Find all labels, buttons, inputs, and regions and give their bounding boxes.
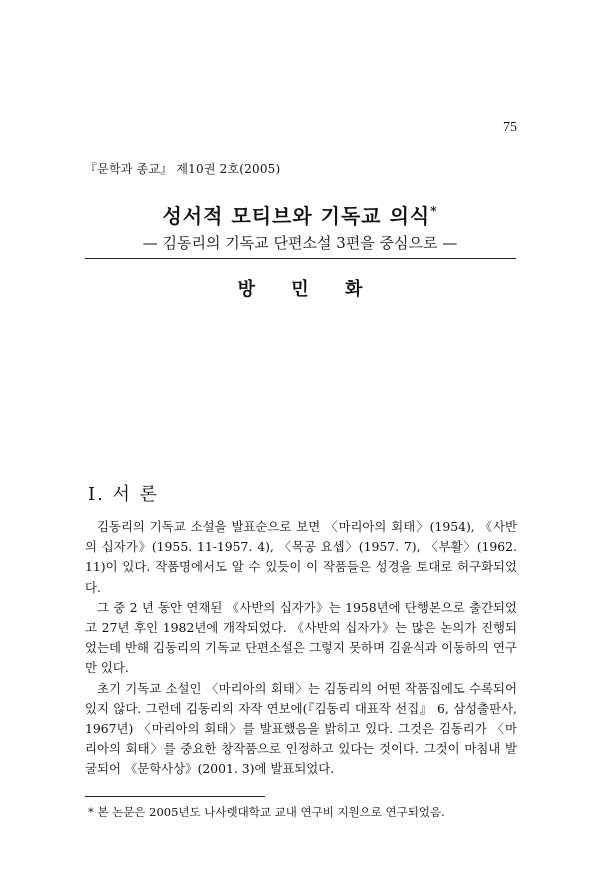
body-text xyxy=(85,517,517,780)
footnote-divider xyxy=(85,796,265,797)
paragraph-1: 김동리의 기독교 소설을 발표순으로 보면 〈마리아의 회태〉(1954), 《사반의 십자가》(1955. 11-1957. 4), 〈목공 요셉〉(1957. 7), 〈부활〉(1962. 11)이 있다. 작품명에서도 알 수 있듯이 이 작품들은 성경을 토대로 허구화되었다. xyxy=(85,519,517,595)
page-number: 75 xyxy=(503,120,517,135)
paragraph-2: 그 중 2 년 동안 연재된 《사반의 십자가》는 1958년에 단행본으로 출간되었고 27년 후인 1982년에 개작되었다. 《사반의 십자가》는 많은 논의가 진행되었는데 반해 김동리의 기독교 단편소설은 그렇지 못하며 김윤식과 이동하의 연구만 있다. xyxy=(85,599,517,676)
section-heading: Ⅰ. 서 론 xyxy=(88,484,160,505)
author-name: 방 민 화 xyxy=(237,279,363,300)
footnote-marker: * xyxy=(430,204,438,218)
paper-title-text: 성서적 모티브와 기독교 의식 xyxy=(162,204,431,228)
paragraph-3: 초기 기독교 소설인 〈마리아의 회태〉는 김동리의 어떤 작품집에도 수록되어 있지 않다. 그런데 김동리의 자작 연보에(『김동리 대표작 선집』 6, 삼성출판사, 1967년) 〈마리아의 회태〉를 발표했음을 밝히고 있다. 그것은 김동리가 〈마리아의 회태〉를 중요한 창작품으로 인정하고 있다는 것이다. 그것이 마침내 발굴되어 《문학사상》(2001. 3)에 발표되었다. xyxy=(85,680,517,777)
footnote: * 본 논문은 2005년도 나사렛대학교 교내 연구비 지원으로 연구되었음. xyxy=(88,805,445,819)
paper-title xyxy=(0,200,600,229)
paper-subtitle: — 김동리의 기독교 단편소설 3편을 중심으로 — xyxy=(142,234,458,252)
title-divider xyxy=(85,258,516,259)
journal-citation: 『문학과 종교』 제10권 2호(2005) xyxy=(85,162,281,176)
